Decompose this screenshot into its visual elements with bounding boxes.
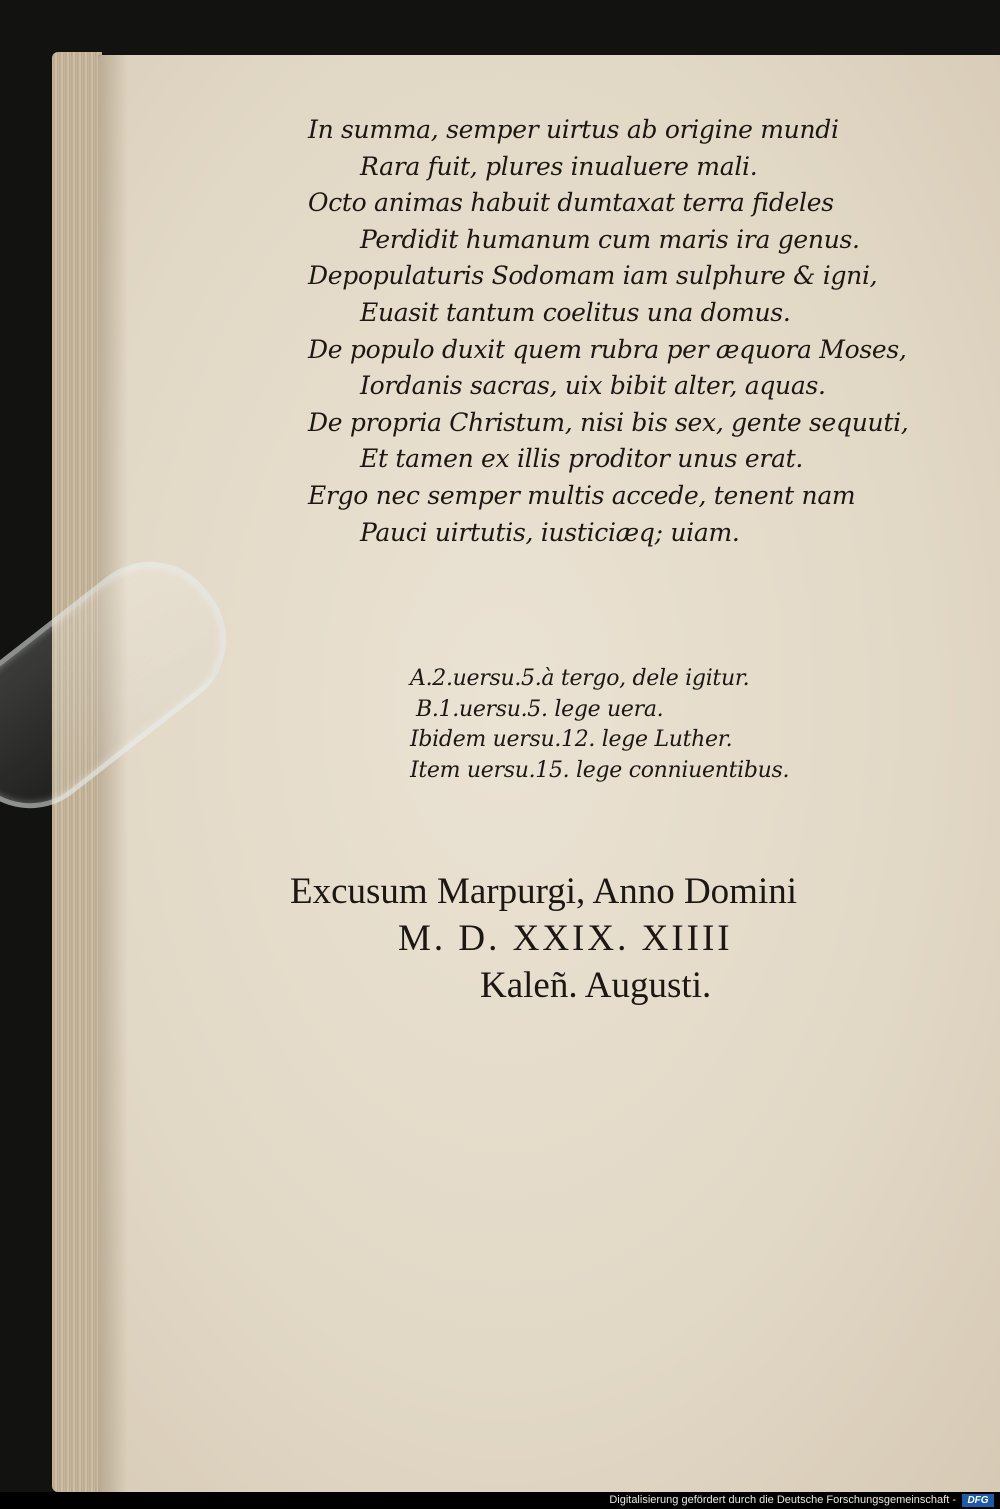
poem-line: Euasit tantum coelitus una domus.: [360, 297, 791, 327]
errata-list: [410, 664, 830, 786]
gutter-shadow: [98, 55, 128, 1495]
poem-line: Ergo nec semper multis accede, tenent nam: [308, 480, 856, 510]
poem-line: De propria Christum, nisi bis sex, gente sequuti,: [308, 407, 909, 437]
poem-line: Et tamen ex illis proditor unus erat.: [360, 444, 803, 474]
errata-line: A.2.uersu.5.à tergo, dele igitur.: [410, 666, 750, 691]
colophon-line: Kaleñ. Augusti.: [480, 965, 712, 1006]
colophon: [290, 868, 930, 1009]
errata-line: B.1.uersu.5. lege uera.: [416, 696, 664, 722]
colophon-line: M. D. XXIX. XIIII: [398, 918, 733, 959]
poem-line: Depopulaturis Sodomam iam sulphure & igni,: [308, 261, 878, 291]
poem-line: Pauci uirtutis, iusticiæq; uiam.: [360, 517, 740, 547]
poem-line: Octo animas habuit dumtaxat terra fideles: [308, 188, 834, 218]
errata-line: Item uersu.15. lege conniuentibus.: [410, 757, 790, 783]
poem-line: In summa, semper uirtus ab origine mundi: [308, 115, 839, 144]
poem-line: Rara fuit, plures inualuere mali.: [360, 151, 758, 181]
poem-text: [308, 112, 908, 551]
colophon-line: Excusum Marpurgi, Anno Domini: [290, 871, 798, 912]
errata-line: Ibidem uersu.12. lege Luther.: [410, 727, 733, 752]
dfg-logo: DFG: [962, 1494, 994, 1507]
footer-credit: Digitalisierung gefördert durch die Deutsche Forschungsgemeinschaft -: [609, 1494, 956, 1506]
poem-line: Perdidit humanum cum maris ira genus.: [360, 224, 860, 254]
poem-line: De populo duxit quem rubra per æquora Moses,: [308, 334, 907, 364]
poem-line: Iordanis sacras, uix bibit alter, aquas.: [360, 371, 826, 401]
